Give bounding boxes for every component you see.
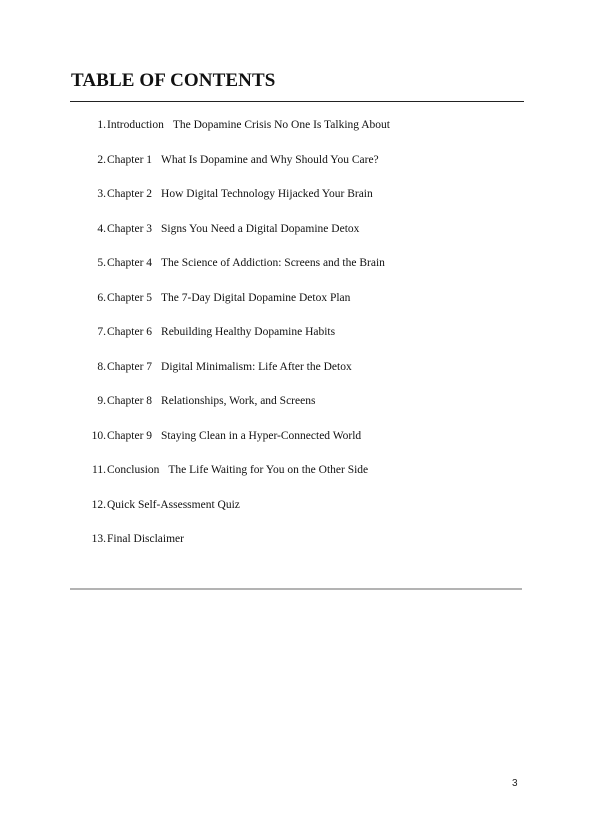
toc-item-title: The Life Waiting for You on the Other Side xyxy=(168,464,369,476)
toc-item-number: 1. xyxy=(97,119,106,131)
toc-item-number: 13. xyxy=(91,533,106,545)
toc-item-label: Chapter 3 xyxy=(107,222,153,235)
toc-item-label: Chapter 2 xyxy=(107,188,153,200)
toc-item-number: 10. xyxy=(91,429,106,442)
toc-item-number: 12. xyxy=(91,498,106,511)
toc-item-title: Signs You Need a Digital Dopamine Detox xyxy=(161,222,360,235)
toc-item-number: 7. xyxy=(97,326,106,338)
toc-item-number: 9. xyxy=(97,395,106,407)
toc-item-label: Final Disclaimer xyxy=(107,533,184,545)
toc-item-title: Relationships, Work, and Screens xyxy=(161,395,316,407)
toc-item-number: 3. xyxy=(97,188,106,200)
toc-item-label: Chapter 9 xyxy=(107,429,153,442)
toc-item-label: Chapter 6 xyxy=(107,326,153,338)
toc-item-label: Chapter 8 xyxy=(107,395,153,407)
toc-item-title: Staying Clean in a Hyper-Connected World xyxy=(161,429,362,442)
toc-item-title: The Dopamine Crisis No One Is Talking About xyxy=(172,119,391,131)
toc-item-label: Introduction xyxy=(107,119,164,131)
toc-item-label: Conclusion xyxy=(107,464,160,476)
toc-item-number: 2. xyxy=(97,153,106,166)
toc-item-label: Chapter 1 xyxy=(107,153,153,166)
toc-item-number: 8. xyxy=(97,360,106,373)
toc-item-number: 4. xyxy=(97,222,106,235)
section-divider xyxy=(70,588,522,590)
toc-item-label: Quick Self-Assessment Quiz xyxy=(107,498,240,511)
toc-item-number: 5. xyxy=(97,257,106,269)
toc-item-title: The Science of Addiction: Screens and the Brain xyxy=(161,257,385,269)
toc-item-number: 11. xyxy=(92,464,106,476)
page-title: TABLE OF CONTENTS xyxy=(71,70,276,91)
page-number: 3 xyxy=(512,778,518,789)
toc-item-label: Chapter 5 xyxy=(107,291,153,304)
toc-item-title: Rebuilding Healthy Dopamine Habits xyxy=(161,326,336,338)
toc-item-title: The 7-Day Digital Dopamine Detox Plan xyxy=(161,291,351,304)
toc-item-label: Chapter 7 xyxy=(107,360,153,373)
toc-item-title: Digital Minimalism: Life After the Detox xyxy=(161,360,352,373)
toc-item-number: 6. xyxy=(97,291,106,304)
toc-item-title: How Digital Technology Hijacked Your Brain xyxy=(161,188,373,200)
title-divider xyxy=(70,101,524,102)
toc-item-label: Chapter 4 xyxy=(107,257,153,269)
toc-item-title: What Is Dopamine and Why Should You Care? xyxy=(161,153,379,166)
